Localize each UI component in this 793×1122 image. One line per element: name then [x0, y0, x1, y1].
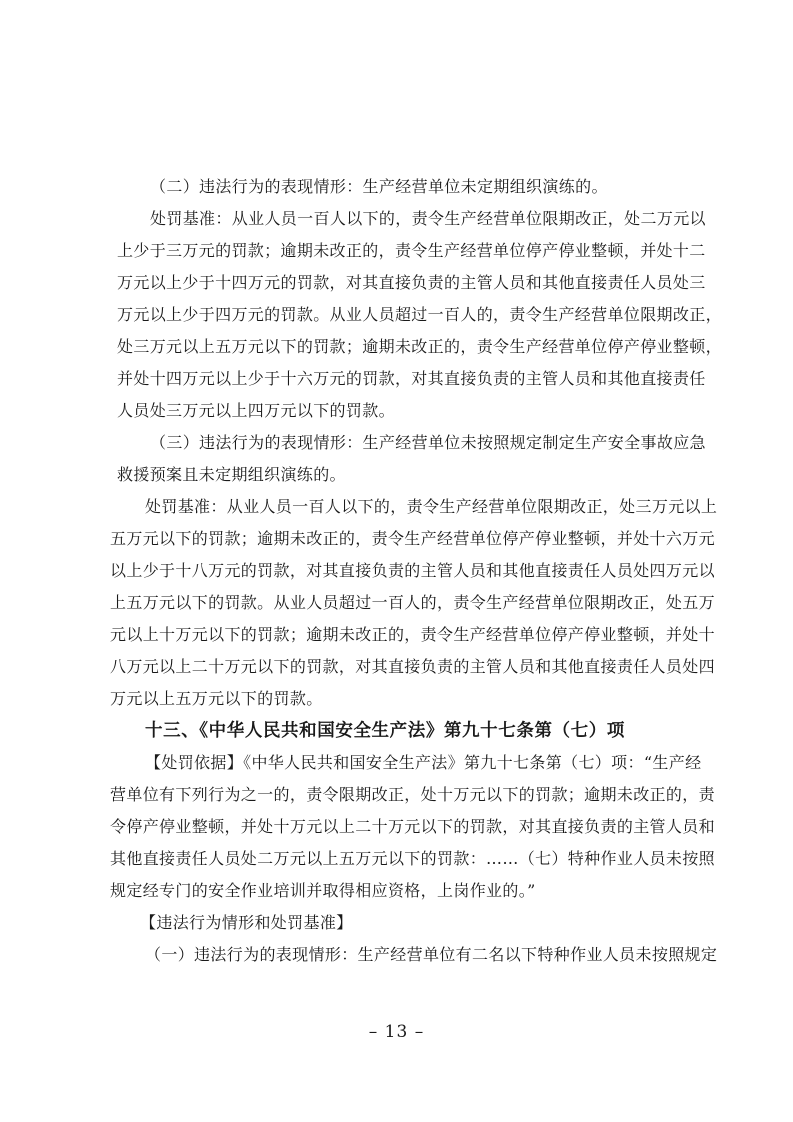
- section-heading: 十三、《中华人民共和国安全生产法》第九十七条第（七）项: [145, 721, 625, 741]
- text-line: （一）违法行为的表现情形：生产经营单位有二名以下特种作业人员未按照规定: [145, 945, 718, 964]
- text-line: 万元以上五万元以下的罚款。: [110, 689, 323, 708]
- text-line: 令停产停业整顿，并处十万元以上二十万元以下的罚款，对其直接负责的主管人员和: [110, 817, 715, 836]
- text-line: 处三万元以上五万元以下的罚款；逾期未改正的，责令生产经营单位停产停业整顿，: [117, 337, 722, 356]
- text-line: 以上少于十八万元的罚款，对其直接负责的主管人员和其他直接责任人员处四万元以: [110, 561, 715, 580]
- text-line: （二）违法行为的表现情形：生产经营单位未定期组织演练的。: [150, 177, 608, 196]
- text-line: 元以上十万元以下的罚款；逾期未改正的，责令生产经营单位停产停业整顿，并处十: [110, 625, 715, 644]
- text-line: 万元以上少于四万元的罚款。从业人员超过一百人的，责令生产经营单位限期改正，: [117, 305, 722, 324]
- text-line: 并处十四万元以上少于十六万元的罚款，对其直接负责的主管人员和其他直接责任: [117, 369, 706, 388]
- text-line: 规定经专门的安全作业培训并取得相应资格，上岗作业的。”: [110, 881, 536, 900]
- text-line: （三）违法行为的表现情形：生产经营单位未按照规定制定生产安全事故应急: [150, 433, 706, 452]
- text-line: 其他直接责任人员处二万元以上五万元以下的罚款：……（七）特种作业人员未按照: [110, 849, 715, 868]
- text-line: 处罚基准：从业人员一百人以下的，责令生产经营单位限期改正，处三万元以上: [145, 497, 718, 516]
- page-number: – 13 –: [368, 1022, 425, 1042]
- text-line: 上五万元以下的罚款。从业人员超过一百人的，责令生产经营单位限期改正，处五万: [110, 593, 715, 612]
- text-line: 救援预案且未定期组织演练的。: [117, 465, 346, 484]
- text-line: 上少于三万元的罚款；逾期未改正的，责令生产经营单位停产停业整顿，并处十二: [117, 241, 706, 260]
- text-line: 处罚基准：从业人员一百人以下的，责令生产经营单位限期改正，处二万元以: [150, 209, 706, 228]
- subsection-heading: 【违法行为情形和处罚基准】: [140, 913, 353, 932]
- text-line: 营单位有下列行为之一的，责令限期改正，处十万元以下的罚款；逾期未改正的，责: [110, 785, 715, 804]
- text-line: 五万元以下的罚款；逾期未改正的，责令生产经营单位停产停业整顿，并处十六万元: [110, 529, 715, 548]
- text-line: 八万元以上二十万元以下的罚款，对其直接负责的主管人员和其他直接责任人员处四: [110, 657, 715, 676]
- text-line: 万元以上少于十四万元的罚款，对其直接负责的主管人员和其他直接责任人员处三: [117, 273, 706, 292]
- text-line: 人员处三万元以上四万元以下的罚款。: [117, 401, 395, 420]
- text-line: 【处罚依据】《中华人民共和国安全生产法》第九十七条第（七）项：“生产经: [145, 753, 702, 772]
